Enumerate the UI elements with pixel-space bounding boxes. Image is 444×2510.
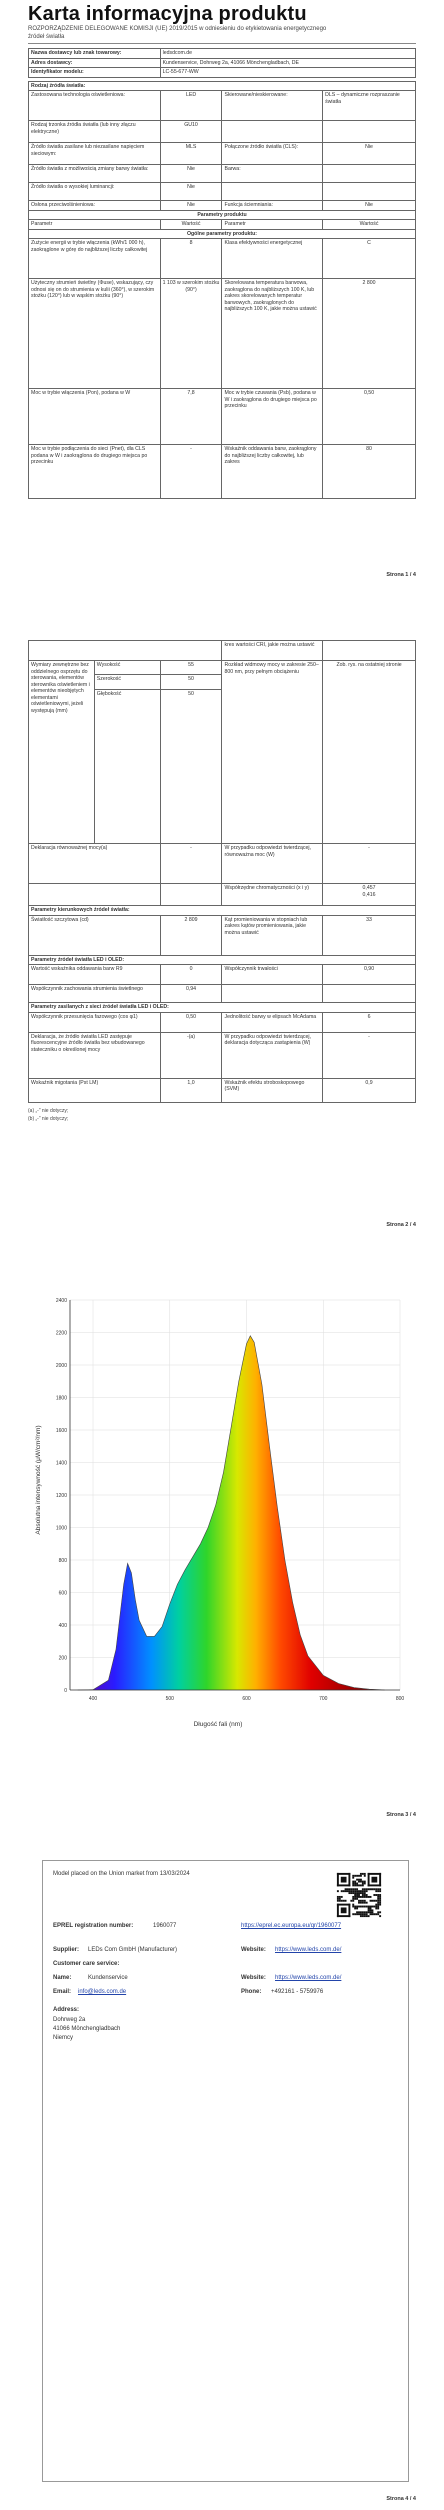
directional-cell: 2 809: [160, 915, 222, 955]
general-cell: 80: [323, 445, 416, 499]
y-tick-label: 1000: [55, 1525, 67, 1532]
cont-cell: [323, 641, 416, 661]
claim-cell: -: [160, 844, 222, 884]
dims-sub: Wysokość: [94, 661, 160, 675]
x-axis-label: Długość fali (nm): [193, 1721, 243, 1728]
email-label: Email:: [53, 1989, 72, 1995]
y-tick-label: 2400: [55, 1298, 67, 1304]
address-label: Address:: [53, 2007, 80, 2013]
led-cell: Wartość wskaźnika oddawania barw R9: [29, 965, 161, 985]
general-cell: Moc w trybie czuwania (Psb), podana w W i zaokrąglona do drugiego miejsca po przecinku: [222, 389, 323, 445]
claim-cell: W przypadku odpowiedzi twierdzącej, równoważna moc (W): [222, 844, 323, 884]
y-tick-label: 1800: [55, 1395, 67, 1402]
y-tick-label: 2200: [55, 1330, 67, 1337]
led-cell: 0,90: [323, 965, 416, 985]
y-axis-label: Absolutna intensywność (μW/cm²/nm): [35, 1425, 42, 1535]
y-tick-label: 1200: [55, 1493, 67, 1499]
chroma-cell: [160, 884, 222, 906]
led-cell: 0: [160, 965, 222, 985]
led-cell: 0,94: [160, 985, 222, 1003]
col-param: Parametr: [29, 220, 161, 230]
dims-val: 50: [160, 675, 222, 689]
model-value: LC-55-677-WW: [160, 68, 415, 78]
page-number: Strona 4 / 4: [386, 2496, 416, 2502]
claim-cell: Deklaracja równoważnej mocy(a): [29, 844, 161, 884]
general-cell: C: [323, 239, 416, 279]
email-link[interactable]: info@leds.com.de: [78, 1989, 127, 1995]
x-tick-label: 400: [88, 1696, 98, 1702]
type-cell: Rodzaj trzonka źródła światła (lub inny złączu elektryczne): [29, 121, 161, 143]
y-tick-label: 200: [58, 1655, 67, 1662]
general-cell: Skorelowana temperatura barwowa, zaokrąglona do najbliższych 100 K, lub zakres skorelowanych temperatur barwowych, zaokrąglonych do najbliższych 100 K, jakie można ustawić: [222, 279, 323, 389]
market-line: Model placed on the Union market from 13/03/2024: [53, 1871, 190, 1877]
supplier-value: LEDs Com GmbH (Manufacturer): [88, 1947, 178, 1953]
website2-label: Website:: [241, 1975, 266, 1981]
page-number: Strona 2 / 4: [386, 1222, 416, 1228]
type-cell: Źródło światła o wysokiej luminancji:: [29, 183, 161, 201]
address-label: Adres dostawcy:: [29, 58, 161, 68]
mains-cell: 0,50: [160, 1012, 222, 1032]
type-cell: [323, 165, 416, 183]
footnote: (b) „-” nie dotyczy;: [28, 1115, 69, 1122]
led-header: Parametry źródeł światła LED i OLED:: [29, 955, 416, 965]
page-1: [0, 0, 444, 590]
mains-cell: Wskaźnik migotania (Pst LM): [29, 1078, 161, 1102]
address-line: Niemcy: [53, 2035, 74, 2041]
eprel-link[interactable]: https://eprel.ec.europa.eu/qr/1960077: [241, 1923, 342, 1929]
page-title: Karta informacyjna produktu: [28, 3, 307, 25]
type-cell: Połączone źródło światła (CLS):: [222, 143, 323, 165]
type-cell: Skierowane/nieskierowane:: [222, 91, 323, 121]
y-tick-label: 400: [58, 1623, 67, 1629]
eprel-label: EPREL registration number:: [53, 1923, 134, 1929]
mains-cell: 0,9: [323, 1078, 416, 1102]
mains-cell: Wskaźnik efektu stroboskopowego (SVM): [222, 1078, 323, 1102]
type-cell: Nie: [160, 201, 222, 211]
chroma-cell: [29, 884, 161, 906]
type-cell: Nie: [160, 183, 222, 201]
type-header: Rodzaj źródła światła:: [29, 81, 416, 91]
dims-label: Wymiary zewnętrzne bez oddzielnego osprzętu do sterowania, elementów sterownika oświetleniem i elementów nieobjętych elementami oświetleniowymi, jeżeli występują (mm): [29, 661, 95, 844]
spd-label: Rozkład widmowy mocy w zakresie 250–800 nm, przy pełnym obciążeniu: [222, 661, 323, 844]
type-cell: Źródło światła zasilane lub niezasilane napięciem sieciowym:: [29, 143, 161, 165]
type-cell: GU10: [160, 121, 222, 143]
dims-sub: Szerokość: [94, 675, 160, 689]
type-cell: Osłona przeciwolśnieniowa:: [29, 201, 161, 211]
led-cell: [323, 985, 416, 1003]
page-number: Strona 1 / 4: [386, 572, 416, 578]
general-cell: Zużycie energii w trybie włączenia (kWh/1 000 h), zaokrąglone w górę do najbliższej liczby całkowitej: [29, 239, 161, 279]
y-tick-label: 0: [64, 1688, 67, 1694]
address-line: 41066 Mönchengladbach: [53, 2026, 121, 2032]
type-cell: Zastosowana technologia oświetleniowa:: [29, 91, 161, 121]
dims-val: 55: [160, 661, 222, 675]
col-value: Wartość: [323, 220, 416, 230]
type-cell: Nie: [323, 143, 416, 165]
eprel-value: 1960077: [153, 1923, 177, 1929]
directional-cell: 33: [323, 915, 416, 955]
type-cell: Źródło światła z możliwością zmiany barwy światła:: [29, 165, 161, 183]
spectrum-svg: [28, 1290, 418, 1740]
params-header: Parametry produktu: [29, 210, 416, 220]
type-cell: [323, 121, 416, 143]
dims-sub: Głębokość: [94, 689, 160, 843]
website-label: Website:: [241, 1947, 266, 1953]
website2-link[interactable]: https://www.leds.com.de/: [275, 1975, 342, 1981]
general-cell: Moc w trybie podłączenia do sieci (Pnet), dla CLS podana w W i zaokrąglona do drugiego miejsca po przecinku: [29, 445, 161, 499]
general-cell: 2 800: [323, 279, 416, 389]
y-tick-label: 1400: [55, 1460, 67, 1467]
dims-val: 50: [160, 689, 222, 843]
cont-cell: kres wartości CRI, jakie można ustawić: [222, 641, 323, 661]
directional-cell: Światłość szczytowa (cd): [29, 915, 161, 955]
supplier-label: Supplier:: [53, 1947, 80, 1953]
supplier-table: [28, 48, 416, 78]
x-tick-label: 700: [319, 1696, 328, 1702]
mains-cell: Deklaracja, że źródło światła LED zastępuje fluorescencyjne źródło światła bez wbudowanego stateczniku o określonej mocy: [29, 1032, 161, 1078]
type-table: [28, 81, 416, 500]
directional-cell: Kąt promieniowania w stopniach lub zakres kątów promieniowania, jakie można ustawić: [222, 915, 323, 955]
supplier-value: ledsdcom.de: [160, 49, 415, 59]
general-header: Ogólne parametry produktu:: [29, 229, 416, 239]
phone-value: +492161 - 5759976: [271, 1989, 324, 1995]
led-cell: Współczynnik zachowania strumienia świetlnego: [29, 985, 161, 1003]
mains-cell: Współczynnik przesunięcia fazowego (cos φ1): [29, 1012, 161, 1032]
type-cell: DLS – dynamiczne rozpraszanie światła: [323, 91, 416, 121]
dimensions-table: [28, 640, 416, 1103]
product-info-box: [42, 1860, 409, 2482]
x-tick-label: 600: [242, 1696, 251, 1702]
spd-value: Zob. rys. na ostatniej stronie: [323, 661, 416, 844]
mains-cell: -: [323, 1032, 416, 1078]
type-cell: LED: [160, 91, 222, 121]
type-cell: Nie: [323, 201, 416, 211]
address-line: Dohrweg 2a: [53, 2017, 86, 2023]
y-tick-label: 600: [58, 1590, 67, 1597]
led-cell: Współczynnik trwałości: [222, 965, 323, 985]
type-cell: [222, 183, 323, 201]
page-2: [0, 640, 444, 1260]
type-cell: [323, 183, 416, 201]
page-number: Strona 3 / 4: [386, 1812, 416, 1818]
name-value: Kundenservice: [88, 1975, 128, 1981]
general-cell: 0,50: [323, 389, 416, 445]
general-cell: Wskaźnik oddawania barw, zaokrąglony do najbliższej liczby całkowitej, lub zakres: [222, 445, 323, 499]
type-cell: Funkcja ściemniania:: [222, 201, 323, 211]
general-cell: 8: [160, 239, 222, 279]
led-cell: [222, 985, 323, 1003]
col-param: Parametr: [222, 220, 323, 230]
spectrum-area: [78, 1336, 385, 1690]
claim-cell: -: [323, 844, 416, 884]
customer-care-label: Customer care service:: [53, 1961, 120, 1967]
general-cell: -: [160, 445, 222, 499]
mains-cell: -(a): [160, 1032, 222, 1078]
regulation-subtitle: ROZPORZĄDZENIE DELEGOWANE KOMISJI (UE) 2019/2015 w odniesieniu do etykietowania energetycznego źródeł światła: [28, 26, 327, 40]
type-cell: [222, 121, 323, 143]
y-tick-label: 800: [58, 1558, 67, 1564]
chroma-cell: Współrzędne chromatyczności (x i y): [222, 884, 323, 906]
mains-cell: W przypadku odpowiedzi twierdzącej, deklaracja dotycząca zastąpienia (W): [222, 1032, 323, 1078]
model-label: Identyfikator modelu:: [29, 68, 161, 78]
type-cell: MLS: [160, 143, 222, 165]
cont-cell: [29, 641, 222, 661]
supplier-label: Nazwa dostawcy lub znak towarowy:: [29, 49, 161, 59]
general-cell: 1 103 w szerokim stożku (90°): [160, 279, 222, 389]
website-link[interactable]: https://www.leds.com.de/: [275, 1947, 342, 1953]
name-label: Name:: [53, 1975, 72, 1981]
x-tick-label: 500: [165, 1696, 174, 1702]
general-cell: Moc w trybie włączenia (Pon), podana w W: [29, 389, 161, 445]
general-cell: 7,8: [160, 389, 222, 445]
mains-header: Parametry zasilanych z sieci źródeł światła LED i OLED:: [29, 1003, 416, 1013]
type-cell: Barwa:: [222, 165, 323, 183]
qr-code-icon[interactable]: [335, 1871, 383, 1919]
mains-cell: 1,0: [160, 1078, 222, 1102]
general-cell: Klasa efektywności energetycznej: [222, 239, 323, 279]
mains-cell: 6: [323, 1012, 416, 1032]
chroma-cell: 0,457 0,416: [323, 884, 416, 906]
spectrum-chart: [28, 1290, 418, 1740]
type-cell: Nie: [160, 165, 222, 183]
address-value: Kundenservice, Dohrweg 2a, 41066 Mönchengladbach, DE: [160, 58, 415, 68]
directional-header: Parametry kierunkowych źródeł światła:: [29, 906, 416, 916]
general-cell: Użyteczny strumień świetlny (Φuse), wskazujący, czy odnosi się on do strumienia w kulii (360°), w szerokim stożku (120°) lub w wąskim stożku (90°): [29, 279, 161, 389]
x-tick-label: 800: [395, 1696, 405, 1702]
y-tick-label: 1600: [55, 1428, 67, 1434]
footnote: (a) „-” nie dotyczy;: [28, 1107, 69, 1114]
phone-label: Phone:: [241, 1989, 262, 1995]
y-tick-label: 2000: [55, 1363, 67, 1369]
col-value: Wartość: [160, 220, 222, 230]
mains-cell: Jednolitość barwy w elipsach McAdama: [222, 1012, 323, 1032]
